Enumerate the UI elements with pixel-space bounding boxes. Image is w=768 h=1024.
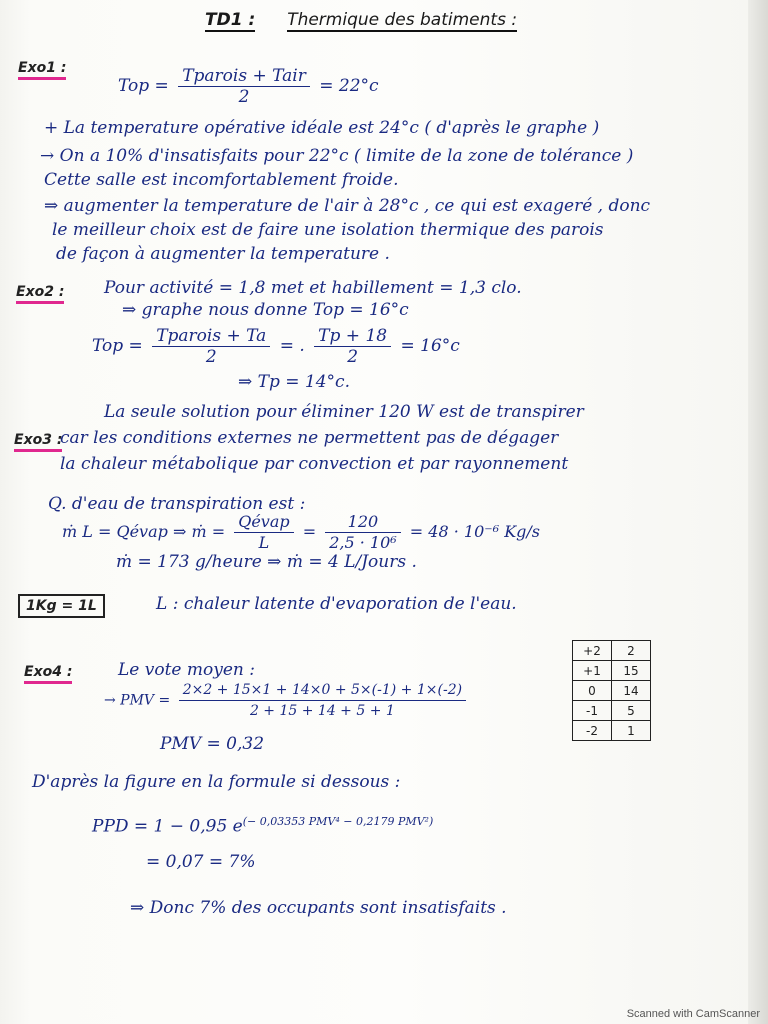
exo1-line6: de façon à augmenter la temperature . xyxy=(56,244,390,264)
votes-table xyxy=(572,640,651,741)
vote-value-cell: +2 xyxy=(573,641,612,661)
table-row xyxy=(573,661,651,681)
title-subject: Thermique des batiments : xyxy=(287,10,518,30)
table-row xyxy=(573,681,651,701)
exo4-line5: ⇒ Donc 7% des occupants sont insatisfaits . xyxy=(130,898,507,918)
vote-value-cell: -2 xyxy=(573,721,612,741)
exo1-label: Exo1 : xyxy=(18,60,66,76)
exo3-line2: car les conditions externes ne permettent pas de dégager xyxy=(60,428,559,448)
exo1-equation: Top = $\frac{\text{Tparois + Tair}}{2}$ = 22°c xyxy=(118,66,379,107)
exo3-line4: Q. d'eau de transpiration est : xyxy=(48,494,306,514)
exo2-label: Exo2 : xyxy=(16,284,64,300)
vote-value-cell: +1 xyxy=(573,661,612,681)
table-row xyxy=(573,641,651,661)
exo3-box-note: 1Kg = 1L xyxy=(18,594,105,618)
exo2-line3: ⇒ Tp = 14°c. xyxy=(238,372,350,392)
exo3-line6: ṁ = 173 g/heure ⇒ ṁ = 4 L/Jours . xyxy=(116,552,417,572)
exo3-equation: ṁ L = Qévap ⇒ ṁ = $\frac{\text{Qévap}}{L}$ = $\frac{120}{\text{2,5 · 10⁶}}$ = 48 · 10⁻⁶ Kg/s xyxy=(62,512,540,552)
vote-count-cell: 2 xyxy=(612,641,651,661)
exo3-line1: La seule solution pour éliminer 120 W est de transpirer xyxy=(104,402,584,422)
exo1-line3: Cette salle est incomfortablement froide. xyxy=(44,170,399,190)
exo1-line1: + La temperature opérative idéale est 24°c ( d'après le graphe ) xyxy=(44,118,600,138)
vote-value-cell: -1 xyxy=(573,701,612,721)
exo3-label: Exo3 : xyxy=(14,432,62,448)
exo1-line2: → On a 10% d'insatisfaits pour 22°c ( limite de la zone de tolérance ) xyxy=(40,146,634,166)
table-row xyxy=(573,721,651,741)
vote-count-cell: 5 xyxy=(612,701,651,721)
vote-count-cell: 14 xyxy=(612,681,651,701)
exo1-line4: ⇒ augmenter la temperature de l'air à 28°c , ce qui est exageré , donc xyxy=(44,196,651,216)
exo2-line1: Pour activité = 1,8 met et habillement = 1,3 clo. xyxy=(104,278,522,298)
exo1-line5: le meilleur choix est de faire une isolation thermique des parois xyxy=(52,220,604,240)
title-td: TD1 : xyxy=(205,10,256,30)
page-title xyxy=(205,10,517,30)
exo4-label: Exo4 : xyxy=(24,664,72,680)
table-row xyxy=(573,701,651,721)
exo4-line4: = 0,07 = 7% xyxy=(146,852,256,872)
vote-value-cell: 0 xyxy=(573,681,612,701)
vote-count-cell: 15 xyxy=(612,661,651,681)
exo4-line1: Le vote moyen : xyxy=(118,660,255,680)
scanner-footer: Scanned with CamScanner xyxy=(626,1008,760,1020)
exo4-line2: PMV = 0,32 xyxy=(160,734,265,754)
exo4-ppd-equation: PPD = 1 − 0,95 $e^{(- 0,03353 PMV^4 - 0,2179 PMV^2)}$ xyxy=(92,815,434,837)
exo4-line3: D'après la figure en la formule si dessous : xyxy=(32,772,401,792)
vote-count-cell: 1 xyxy=(612,721,651,741)
exo2-equation: Top = $\frac{\text{Tparois + Ta}}{2}$ = . $\frac{Tp + 18}{2}$ = 16°c xyxy=(92,326,460,367)
exo2-line2: ⇒ graphe nous donne Top = 16°c xyxy=(122,300,409,320)
exo3-line7: L : chaleur latente d'evaporation de l'eau. xyxy=(156,594,517,614)
page-edge xyxy=(748,0,768,1024)
exo4-pmv-equation: → PMV = $\frac{2\times 2 + 15\times 1 + 14\times 0 + 5\times(-1) + 1\times(-2)}{2 + 15 + 14 + 5 + 1}$ xyxy=(104,680,470,721)
exo3-line3: la chaleur métabolique par convection et par rayonnement xyxy=(60,454,569,474)
